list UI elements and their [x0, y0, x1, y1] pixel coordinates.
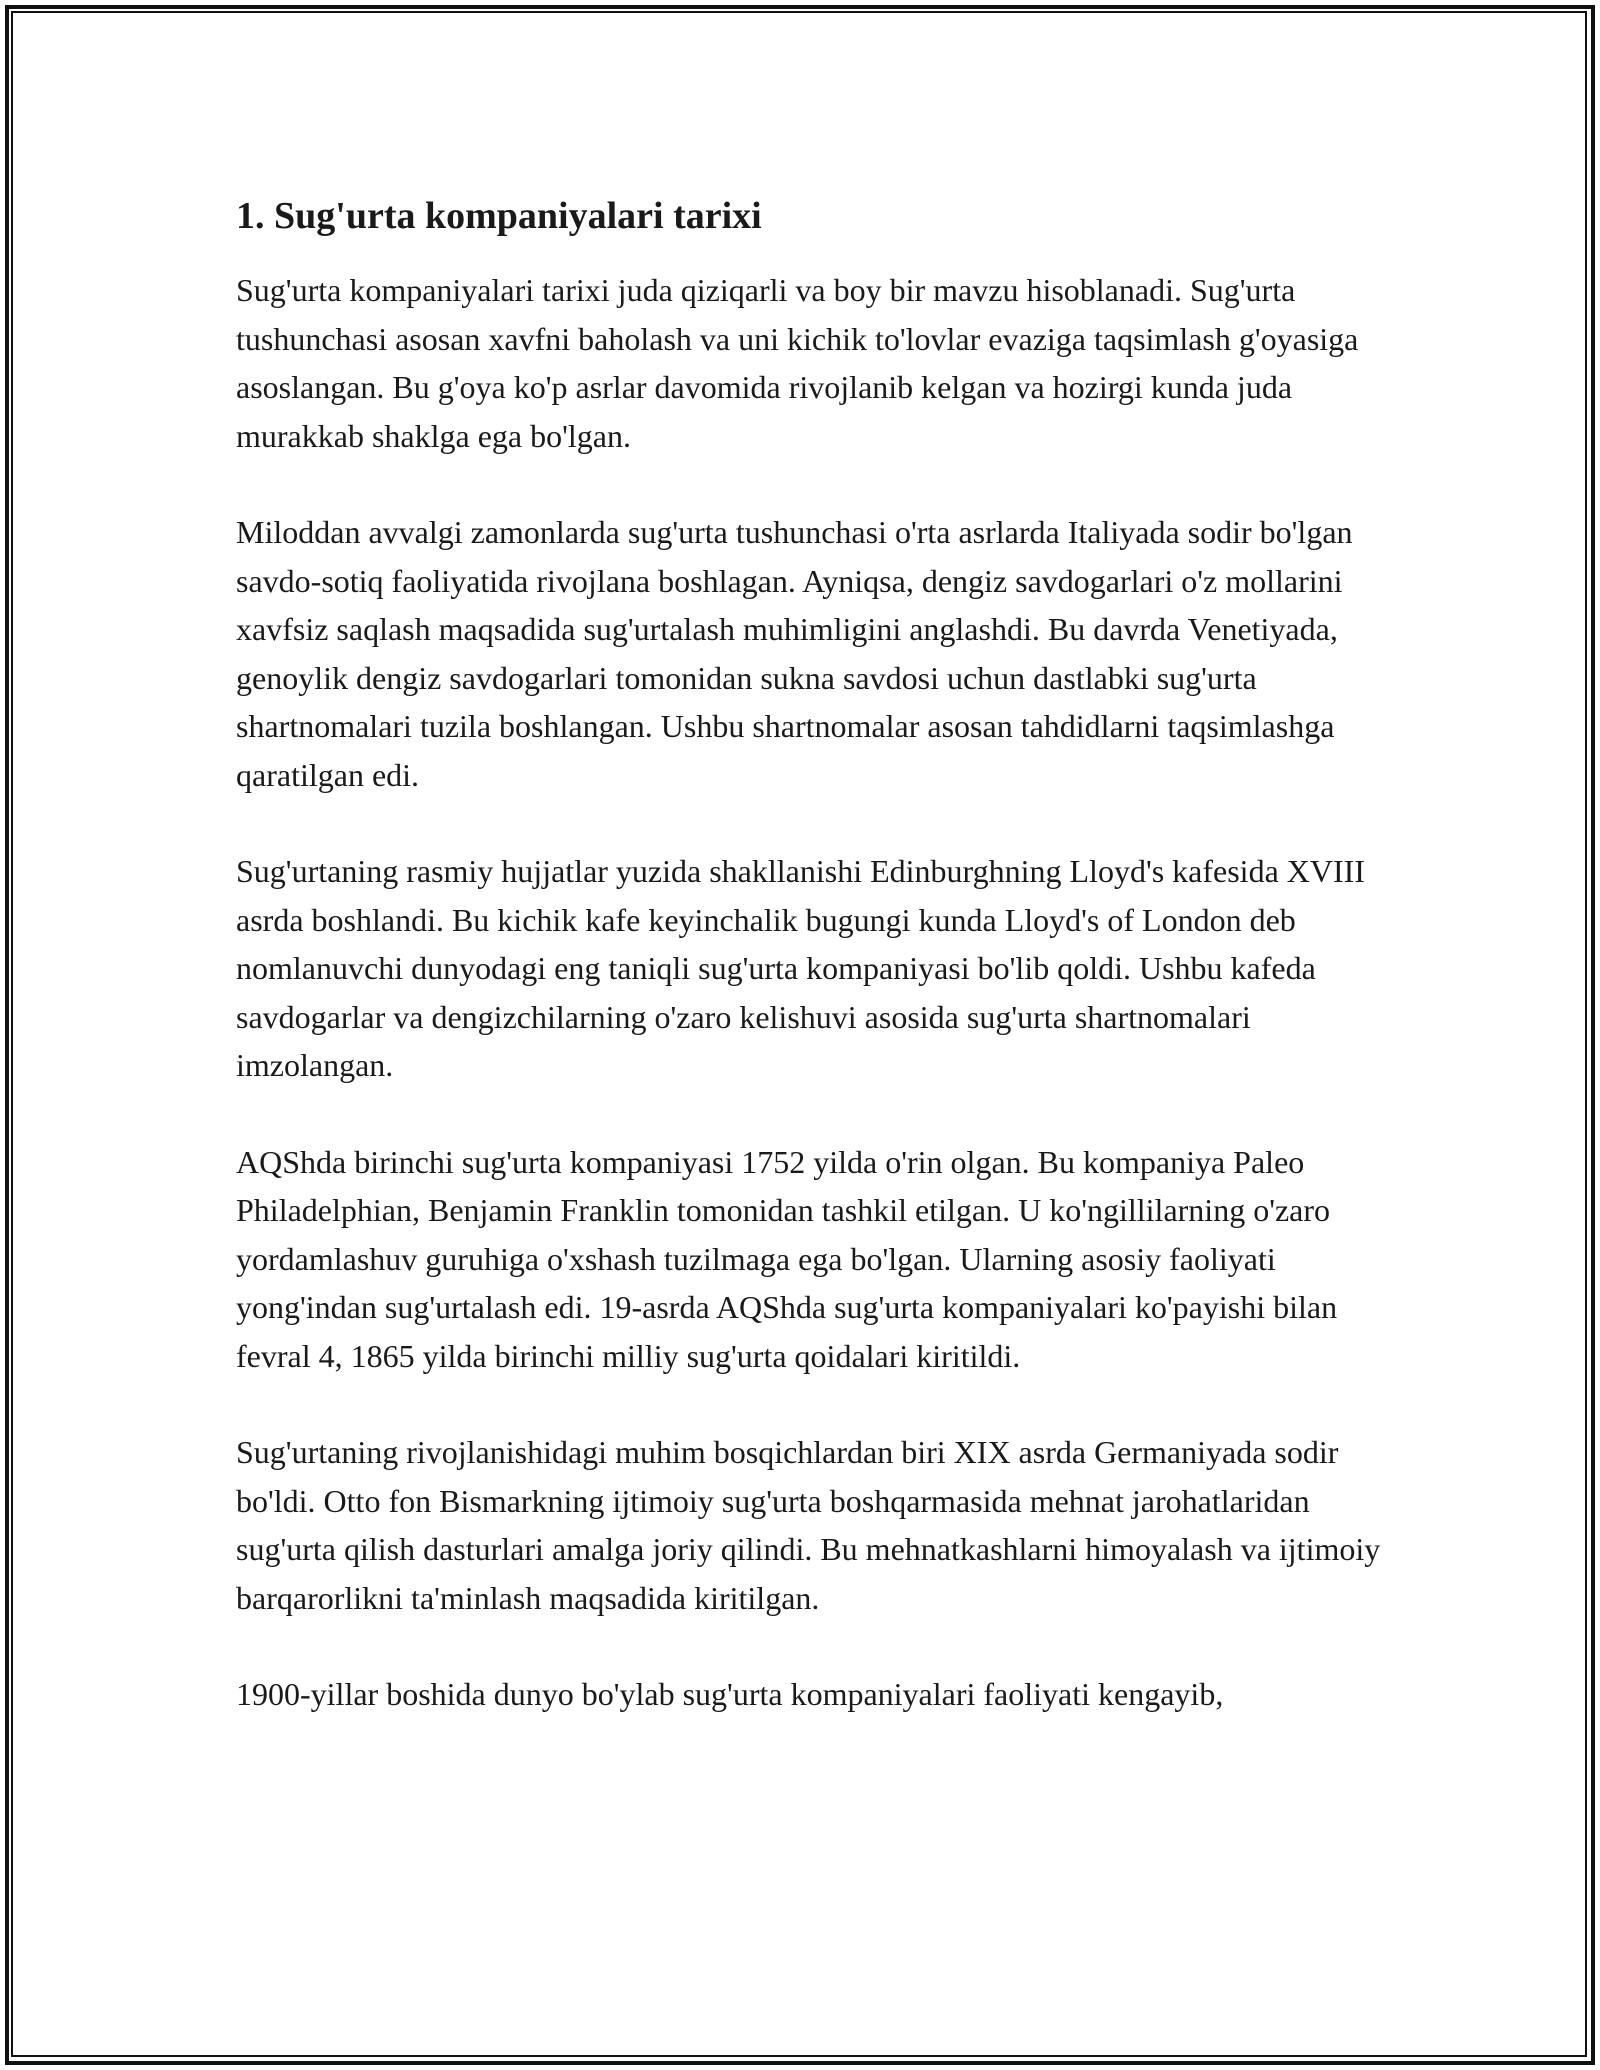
paragraph-6: 1900-yillar boshida dunyo bo'ylab sug'urta kompaniyalari faoliyati kengayib,	[236, 1676, 1224, 1712]
paragraph-4: AQShda birinchi sug'urta kompaniyasi 1752 yilda o'rin olgan. Bu kompaniya Paleo Philadelphian, Benjamin Franklin tomonidan tashkil etilgan. U ko'ngillilarning o'zaro yordamlashuv guruhiga o'xshash tuzilmaga ega bo'lgan. Ularning asosiy faoliyati yong'indan sug'urtalash edi. 19-asrda AQShda sug'urta kompaniyalari ko'payishi bilan fevral 4, 1865 yilda birinchi milliy sug'urta qoidalari kiritildi.	[236, 1143, 1338, 1374]
paragraph-3: Sug'urtaning rasmiy hujjatlar yuzida shakllanishi Edinburghning Lloyd's kafesida XVIII asrda boshlandi. Bu kichik kafe keyinchalik bugungi kunda Lloyd's of London deb nomlanuvchi dunyodagi eng taniqli sug'urta kompaniyasi bo'lib qoldi. Ushbu kafeda savdogarlar va dengizchilarning o'zaro kelishuvi asosida sug'urta shartnomalari imzolangan.	[236, 853, 1365, 1083]
paragraph-1: Sug'urta kompaniyalari tarixi juda qiziqarli va boy bir mavzu hisoblanadi. Sug'urta tushunchasi asosan xavfni baholash va uni kichik to'lovlar evaziga taqsimlash g'oyasiga asoslangan. Bu g'oya ko'p asrlar davomida rivojlanib kelgan va hozirgi kunda juda murakkab shaklga ega bo'lgan.	[236, 272, 1359, 454]
paragraph-5: Sug'urtaning rivojlanishidagi muhim bosqichlardan biri XIX asrda Germaniyada sodir bo'ldi. Otto fon Bismarkning ijtimoiy sug'urta boshqarmasida mehnat jarohatlaridan sug'urta qilish dasturlari amalga joriy qilindi. Bu mehnatkashlarni himoyalash va ijtimoiy barqarorlikni ta'minlash maqsadida kiritilgan.	[236, 1434, 1381, 1616]
section-title: 1. Sug'urta kompaniyalari tarixi	[236, 195, 762, 237]
paragraph-2: Miloddan avvalgi zamonlarda sug'urta tushunchasi o'rta asrlarda Italiyada sodir bo'lgan savdo-sotiq faoliyatida rivojlana boshlagan. Ayniqsa, dengiz savdogarlari o'z mollarini xavfsiz saqlash maqsadida sug'urtalash muhimligini anglashdi. Bu davrda Venetiyada, genoylik dengiz savdogarlari tomonidan sukna savdosi uchun dastlabki sug'urta shartnomalari tuzila boshlangan. Ushbu shartnomalar asosan tahdidlarni taqsimlashga qaratilgan edi.	[236, 514, 1353, 793]
document-body	[236, 188, 1386, 1767]
